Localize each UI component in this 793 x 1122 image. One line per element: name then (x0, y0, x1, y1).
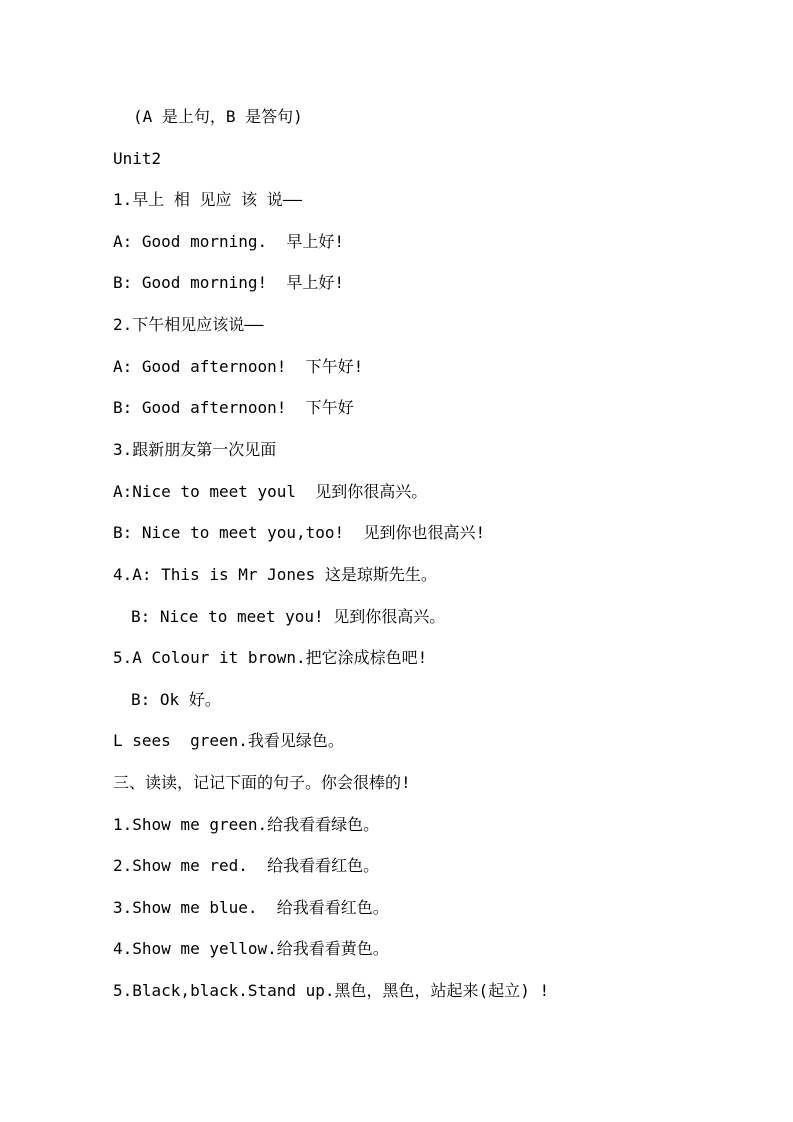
dialog-line: B: Nice to meet you,too! 见到你也很高兴! (113, 523, 486, 542)
section-1-heading: 1.早上 相 见应 该 说—— (113, 190, 303, 209)
practice-sentence: 3.Show me blue. 给我看看红色。 (113, 898, 389, 917)
part-3-heading: 三、读读，记记下面的句子。你会很棒的! (113, 773, 411, 792)
unit-heading: Unit2 (113, 149, 162, 168)
answer-key-note: (A 是上句，B 是答句) (133, 107, 303, 126)
dialog-line: A: Good afternoon! 下午好! (113, 357, 364, 376)
practice-sentence: 5.Black,black.Stand up.黑色，黑色，站起来(起立) ! (113, 981, 550, 1000)
dialog-line: B: Good morning! 早上好! (113, 273, 345, 292)
dialog-line: B: Good afternoon! 下午好 (113, 398, 354, 417)
dialog-line: A:Nice to meet youl 见到你很高兴。 (113, 482, 428, 501)
practice-sentence: 2.Show me red. 给我看看红色。 (113, 856, 380, 875)
section-3-heading: 3.跟新朋友第一次见面 (113, 440, 277, 459)
dialog-line: B: Ok 好。 (131, 690, 221, 709)
practice-sentence: 1.Show me green.给我看看绿色。 (113, 815, 380, 834)
practice-sentence: 4.Show me yellow.给我看看黄色。 (113, 939, 389, 958)
dialog-line: L sees green.我看见绿色。 (113, 731, 344, 750)
dialog-line: A: Good morning. 早上好! (113, 232, 345, 251)
dialog-line: B: Nice to meet you! 见到你很高兴。 (131, 607, 446, 626)
dialog-line: 4.A: This is Mr Jones 这是琼斯先生。 (113, 565, 437, 584)
dialog-line: 5.A Colour it brown.把它涂成棕色吧! (113, 648, 428, 667)
section-2-heading: 2.下午相见应该说—— (113, 315, 264, 334)
